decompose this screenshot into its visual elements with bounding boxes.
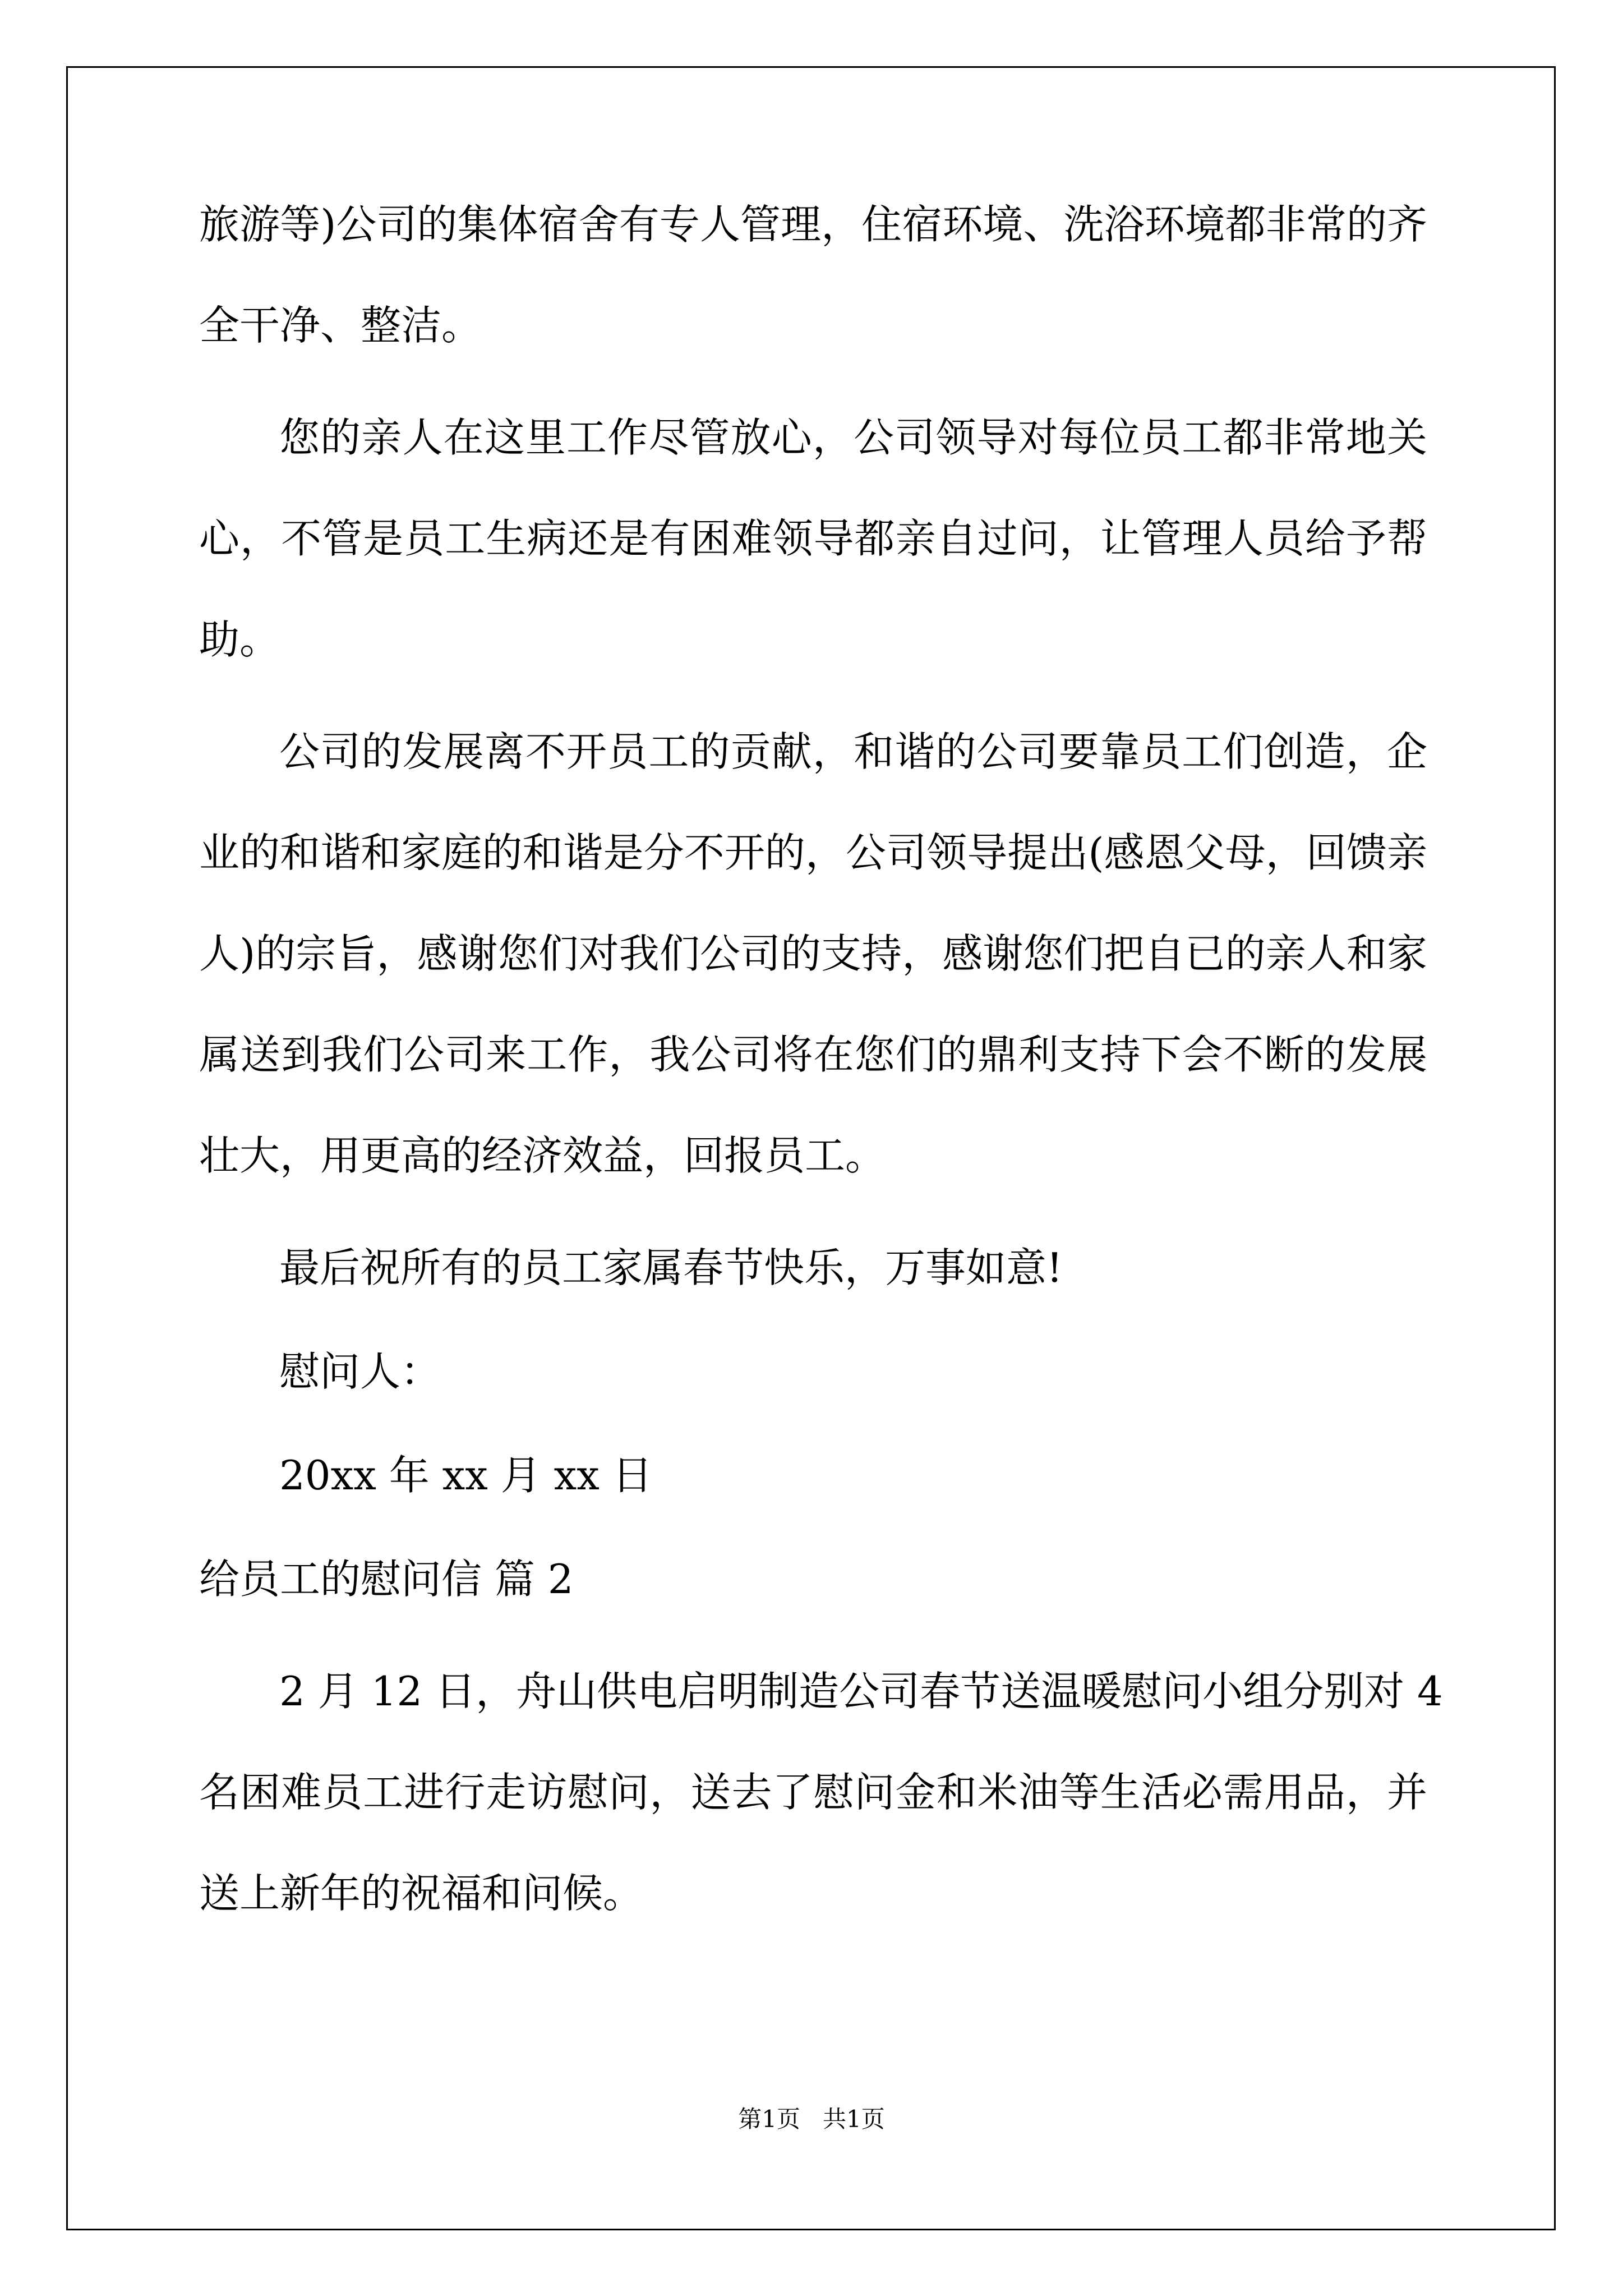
text-line: 助。: [199, 616, 280, 663]
text-line: 壮大，用更高的经济效益，回报员工。: [199, 1132, 886, 1179]
date-line: 20xx 年 xx 月 xx 日: [279, 1452, 653, 1499]
paragraph-start: 2 月 12 日，舟山供电启明制造公司春节送温暖慰问小组分别对 4: [279, 1668, 1443, 1715]
text-line: 业的和谐和家庭的和谐是分不开的，公司领导提出(感恩父母，回馈亲: [199, 829, 1427, 876]
text-line: 全干净、整洁。: [199, 302, 482, 349]
text-line: 人)的宗旨，感谢您们对我们公司的支持，感谢您们把自已的亲人和家: [199, 930, 1427, 977]
text-line: 旅游等)公司的集体宿舍有专人管理，住宿环境、洗浴环境都非常的齐: [199, 201, 1427, 248]
paragraph-start: 公司的发展离不开员工的贡献，和谐的公司要靠员工们创造，企: [279, 728, 1427, 775]
text-line: 属送到我们公司来工作，我公司将在您们的鼎利支持下会不断的发展: [199, 1031, 1427, 1078]
paragraph-start: 您的亲人在这里工作尽管放心，公司领导对每位员工都非常地关: [279, 414, 1427, 461]
text-line: 送上新年的祝福和问候。: [199, 1870, 644, 1917]
signature-label: 慰问人：: [279, 1348, 441, 1395]
section-heading: 给员工的慰问信 篇 2: [199, 1556, 574, 1603]
closing-wish: 最后祝所有的员工家属春节快乐，万事如意!: [279, 1244, 1063, 1291]
text-line: 名困难员工进行走访慰问，送去了慰问金和米油等生活必需用品，并: [199, 1769, 1427, 1816]
text-line: 心，不管是员工生病还是有困难领导都亲自过问，让管理人员给予帮: [199, 515, 1427, 562]
page-footer: 第1页 共1页: [738, 2105, 885, 2133]
